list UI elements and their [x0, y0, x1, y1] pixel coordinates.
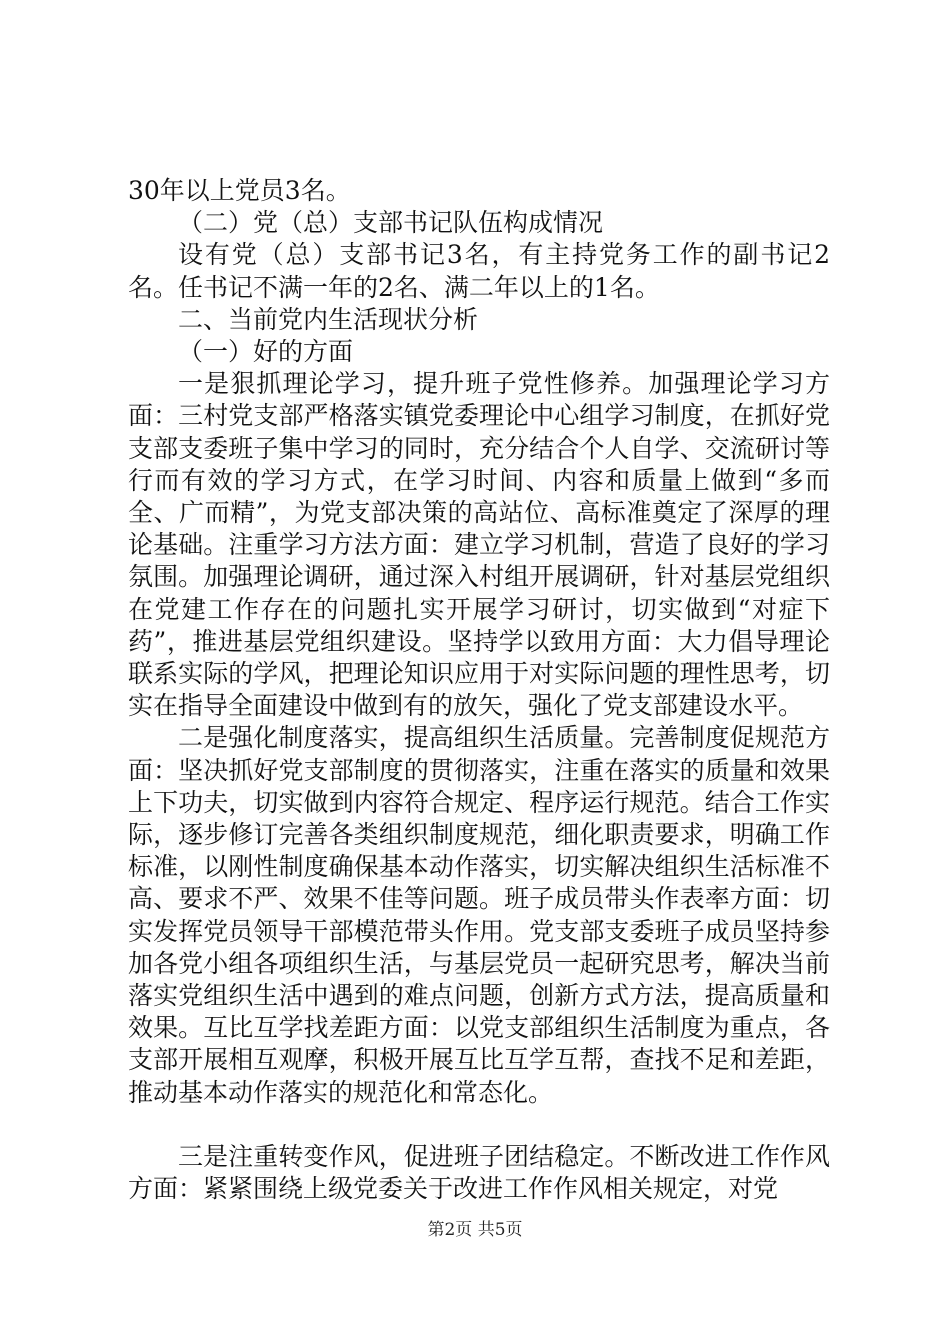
paragraph-theory-study: 一是狠抓理论学习，提升班子党性修养。加强理论学习方面：三村党支部严格落实镇党委理论中心组学习制度，在抓好党支部支委班子集中学习的同时，充分结合个人自学、交流研讨等行而有效的学习方式，在学习时间、内容和质量上做到“多而全、广而精”，为党支部决策的高站位、高标准奠定了深厚的理论基础。注重学习方法方面：建立学习机制，营造了良好的学习氛围。加强理论调研，通过深入村组开展调研，针对基层党组织在党建工作存在的问题扎实开展学习研讨，切实做到“对症下药”，推进基层党组织建设。坚持学以致用方面：大力倡导理论联系实际的学风，把理论知识应用于对实际问题的理性思考，切实在指导全面建设中做到有的放矢，强化了党支部建设水平。: [128, 369, 830, 721]
paragraph-system-implementation: 二是强化制度落实，提高组织生活质量。完善制度促规范方面：坚决抓好党支部制度的贯彻落实，注重在落实的质量和效果上下功夫，切实做到内容符合规定、程序运行规范。结合工作实际，逐步修订完善各类组织制度规范，细化职责要求，明确工作标准，以刚性制度确保基本动作落实，切实解决组织生活标准不高、要求不严、效果不佳等问题。班子成员带头作表率方面：切实发挥党员领导干部模范带头作用。党支部支委班子成员坚持参加各党小组各项组织生活，与基层党员一起研究思考，解决当前落实党组织生活中遇到的难点问题，创新方式方法，提高质量和效果。互比互学找差距方面：以党支部组织生活制度为重点，各支部开展相互观摩，积极开展互比互学互帮，查找不足和差距，推动基本动作落实的规范化和常态化。: [128, 723, 830, 1107]
paragraph-secretary-stats: 设有党（总）支部书记3名，有主持党务工作的副书记2名。任书记不满一年的2名、满二年以上的1名。: [128, 240, 830, 302]
page-number-footer: 第2页 共5页: [427, 1220, 523, 1240]
paragraph-work-style: 三是注重转变作风，促进班子团结稳定。不断改进工作作风方面：紧紧围绕上级党委关于改进工作作风相关规定，对党: [128, 1141, 830, 1204]
section-heading-analysis: 二、当前党内生活现状分析: [178, 304, 479, 334]
paragraph-continuation: 30年以上党员3名。: [128, 176, 351, 205]
section-heading-secretary-team: （二）党（总）支部书记队伍构成情况: [178, 208, 604, 238]
document-body: [128, 175, 830, 1205]
subsection-heading-good-aspects: （一）好的方面: [178, 337, 354, 367]
